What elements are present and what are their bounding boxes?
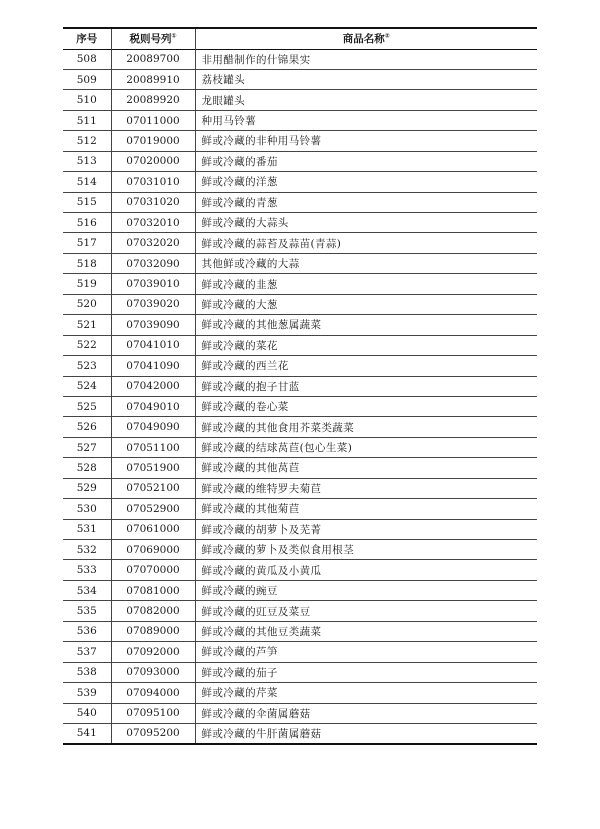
tariff-code-cell: 07095200: [111, 723, 195, 743]
product-name-cell: 鲜或冷藏的菜花: [201, 339, 278, 352]
header-code: [111, 28, 195, 49]
tariff-code-cell: 07042000: [111, 376, 195, 396]
table-row: [63, 172, 537, 192]
table-row: [63, 621, 537, 641]
header-row: [63, 28, 537, 49]
seq-cell: 527: [63, 437, 111, 457]
table-row: [63, 478, 537, 498]
tariff-code-cell: 07051100: [111, 437, 195, 457]
table-row: [63, 90, 537, 110]
table-row: [63, 294, 537, 314]
table-row: [63, 253, 537, 273]
table-row: [63, 110, 537, 130]
product-name-cell: 鲜或冷藏的其他菊苣: [201, 503, 300, 516]
table-row: [63, 396, 537, 416]
product-name-cell: 鲜或冷藏的伞菌属蘑菇: [201, 707, 311, 720]
tariff-code-cell: 07082000: [111, 601, 195, 621]
table-row: [63, 213, 537, 233]
tariff-code-cell: 07031010: [111, 172, 195, 192]
table-row: [63, 580, 537, 600]
tariff-code-cell: 07094000: [111, 683, 195, 703]
table-row: [63, 642, 537, 662]
seq-cell: 534: [63, 580, 111, 600]
product-name-cell: 鲜或冷藏的洋葱: [201, 176, 278, 189]
product-name-cell: 鲜或冷藏的胡萝卜及芜菁: [201, 523, 322, 536]
tariff-code-cell: 07093000: [111, 662, 195, 682]
header-seq-label: 序号: [76, 33, 98, 46]
table-row: [63, 560, 537, 580]
tariff-code-cell: 07052100: [111, 478, 195, 498]
table-row: [63, 601, 537, 621]
seq-cell: 510: [63, 90, 111, 110]
tariff-code-cell: 07039020: [111, 294, 195, 314]
table-row: [63, 376, 537, 396]
product-name-cell: 鲜或冷藏的大蒜头: [201, 217, 289, 230]
seq-cell: 522: [63, 335, 111, 355]
product-name-cell: 鲜或冷藏的其他豆类蔬菜: [201, 625, 322, 638]
tariff-code-cell: 07081000: [111, 580, 195, 600]
tariff-code-cell: 07039090: [111, 315, 195, 335]
product-name-cell: 鲜或冷藏的其他葱属蔬菜: [201, 319, 322, 332]
seq-cell: 517: [63, 233, 111, 253]
tariff-code-cell: 07049090: [111, 417, 195, 437]
table-row: [63, 723, 537, 743]
product-name-cell: 鲜或冷藏的抱子甘蓝: [201, 380, 300, 393]
seq-cell: 539: [63, 683, 111, 703]
seq-cell: 518: [63, 253, 111, 273]
table-row: [63, 274, 537, 294]
seq-cell: 538: [63, 662, 111, 682]
seq-cell: 526: [63, 417, 111, 437]
footnote-marker-1: ①: [171, 32, 177, 40]
tariff-code-cell: 07069000: [111, 540, 195, 560]
seq-cell: 521: [63, 315, 111, 335]
seq-cell: 531: [63, 519, 111, 539]
product-name-cell: 荔枝罐头: [201, 74, 246, 87]
product-name-cell: 龙眼罐头: [201, 94, 246, 107]
table-row: [63, 703, 537, 723]
product-name-cell: 鲜或冷藏的其他食用芥菜类蔬菜: [201, 421, 355, 434]
table-row: [63, 131, 537, 151]
product-name-cell: 鲜或冷藏的萝卜及类似食用根茎: [201, 544, 355, 557]
tariff-code-cell: 07089000: [111, 621, 195, 641]
product-name-cell: 鲜或冷藏的结球莴苣(包心生菜): [201, 442, 353, 455]
product-name-cell: 鲜或冷藏的豇豆及菜豆: [201, 605, 311, 618]
tariff-code-cell: 07051900: [111, 458, 195, 478]
product-name-cell: 鲜或冷藏的青葱: [201, 196, 278, 209]
table-row: [63, 437, 537, 457]
tariff-code-cell: 07041010: [111, 335, 195, 355]
seq-cell: 513: [63, 151, 111, 171]
seq-cell: 535: [63, 601, 111, 621]
tariff-code-cell: 07039010: [111, 274, 195, 294]
seq-cell: 529: [63, 478, 111, 498]
seq-cell: 524: [63, 376, 111, 396]
table-row: [63, 458, 537, 478]
product-name-cell: 鲜或冷藏的番茄: [201, 155, 278, 168]
seq-cell: 530: [63, 499, 111, 519]
tariff-code-cell: 07092000: [111, 642, 195, 662]
tariff-code-cell: 07049010: [111, 396, 195, 416]
footnote-marker-2: ②: [384, 32, 390, 40]
tariff-code-cell: 07020000: [111, 151, 195, 171]
seq-cell: 512: [63, 131, 111, 151]
table-row: [63, 540, 537, 560]
product-name-cell: 鲜或冷藏的大葱: [201, 298, 278, 311]
table-row: [63, 683, 537, 703]
seq-cell: 508: [63, 49, 111, 69]
seq-cell: 509: [63, 69, 111, 89]
seq-cell: 528: [63, 458, 111, 478]
product-name-cell: 鲜或冷藏的茄子: [201, 666, 278, 679]
seq-cell: 537: [63, 642, 111, 662]
seq-cell: 536: [63, 621, 111, 641]
tariff-code-cell: 20089910: [111, 69, 195, 89]
product-name-cell: 鲜或冷藏的黄瓜及小黄瓜: [201, 564, 322, 577]
product-name-cell: 鲜或冷藏的韭葱: [201, 278, 278, 291]
table-row: [63, 356, 537, 376]
table-row: [63, 151, 537, 171]
product-name-cell: 鲜或冷藏的卷心菜: [201, 401, 289, 414]
table-row: [63, 69, 537, 89]
header-name: [195, 28, 537, 49]
tariff-code-cell: 07031020: [111, 192, 195, 212]
product-name-cell: 鲜或冷藏的豌豆: [201, 585, 278, 598]
tariff-code-cell: 07011000: [111, 110, 195, 130]
table-row: [63, 335, 537, 355]
table-row: [63, 233, 537, 253]
tariff-table-page: [63, 27, 537, 745]
tariff-code-cell: 07032010: [111, 213, 195, 233]
seq-cell: 533: [63, 560, 111, 580]
seq-cell: 540: [63, 703, 111, 723]
seq-cell: 523: [63, 356, 111, 376]
table-row: [63, 192, 537, 212]
tariff-code-cell: 07019000: [111, 131, 195, 151]
table-row: [63, 315, 537, 335]
seq-cell: 515: [63, 192, 111, 212]
tariff-table: [63, 27, 537, 745]
product-name-cell: 鲜或冷藏的非种用马铃薯: [201, 135, 322, 148]
table-row: [63, 519, 537, 539]
product-name-cell: 种用马铃薯: [201, 115, 256, 128]
product-name-cell: 鲜或冷藏的维特罗夫菊苣: [201, 482, 322, 495]
seq-cell: 519: [63, 274, 111, 294]
tariff-code-cell: 07070000: [111, 560, 195, 580]
table-row: [63, 417, 537, 437]
seq-cell: 514: [63, 172, 111, 192]
header-seq: [63, 28, 111, 49]
seq-cell: 516: [63, 213, 111, 233]
product-name-cell: 鲜或冷藏的芹菜: [201, 687, 278, 700]
table-header: [63, 28, 537, 49]
product-name-cell: 鲜或冷藏的蒜苔及蒜苗(青蒜): [201, 237, 342, 250]
table-body: [63, 49, 537, 744]
header-name-label: 商品名称: [342, 33, 385, 46]
table-row: [63, 662, 537, 682]
seq-cell: 541: [63, 723, 111, 743]
product-name-cell: 鲜或冷藏的芦笋: [201, 646, 278, 659]
tariff-code-cell: 20089700: [111, 49, 195, 69]
tariff-code-cell: 07041090: [111, 356, 195, 376]
product-name-cell: 鲜或冷藏的西兰花: [201, 360, 289, 373]
product-name-cell: 鲜或冷藏的牛肝菌属蘑菇: [201, 727, 322, 740]
seq-cell: 520: [63, 294, 111, 314]
tariff-code-cell: 07095100: [111, 703, 195, 723]
seq-cell: 525: [63, 396, 111, 416]
table-row: [63, 49, 537, 69]
product-name-cell: 其他鲜或冷藏的大蒜: [201, 258, 300, 271]
tariff-code-cell: 07052900: [111, 499, 195, 519]
seq-cell: 511: [63, 110, 111, 130]
tariff-code-cell: 07061000: [111, 519, 195, 539]
table-row: [63, 499, 537, 519]
product-name-cell: 非用醋制作的什锦果实: [201, 53, 311, 66]
tariff-code-cell: 20089920: [111, 90, 195, 110]
header-code-label: 税则号列: [129, 33, 172, 46]
product-name-cell: 鲜或冷藏的其他莴苣: [201, 462, 300, 475]
tariff-code-cell: 07032020: [111, 233, 195, 253]
tariff-code-cell: 07032090: [111, 253, 195, 273]
seq-cell: 532: [63, 540, 111, 560]
